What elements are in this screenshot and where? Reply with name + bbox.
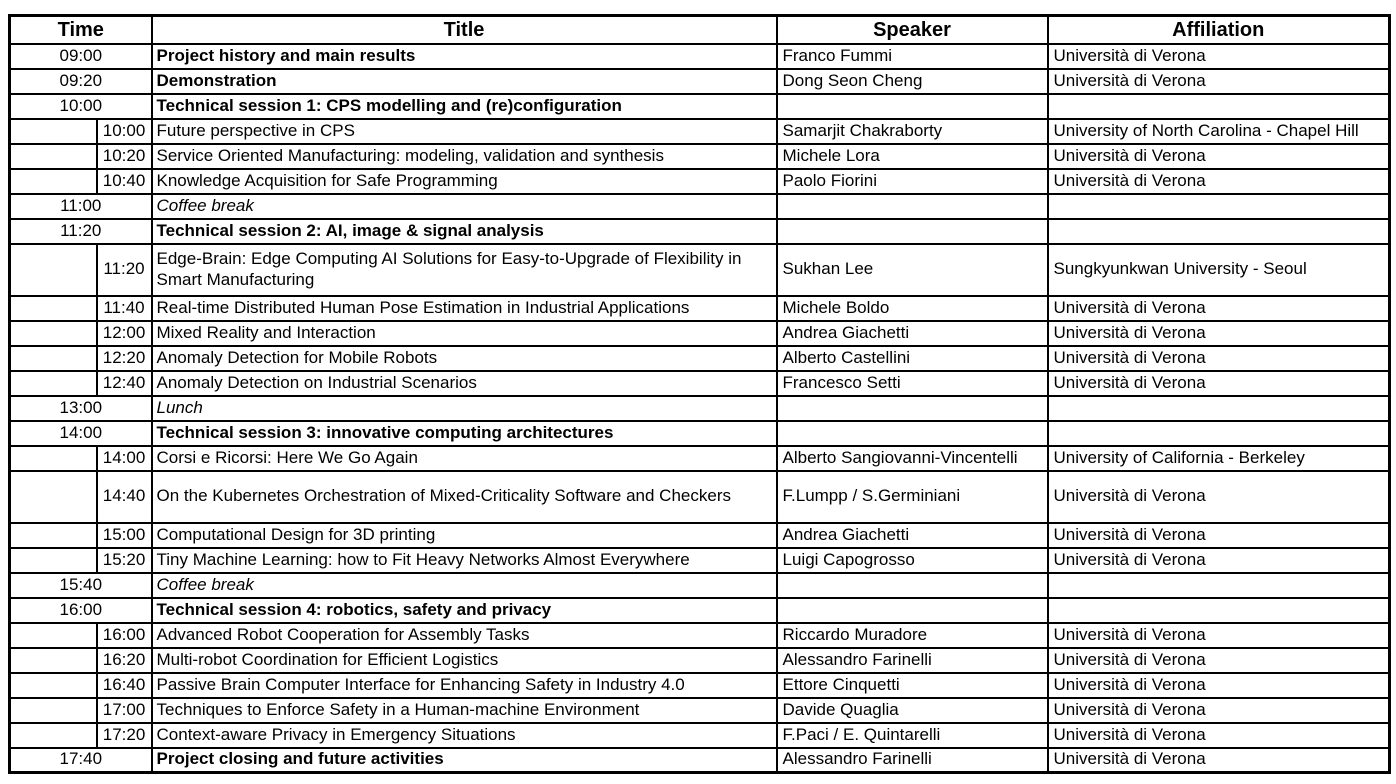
affiliation-cell bbox=[1048, 421, 1390, 446]
time-cell: 17:20 bbox=[97, 723, 152, 748]
table-row bbox=[10, 648, 1390, 673]
table-row bbox=[10, 723, 1390, 748]
title-cell: Demonstration bbox=[152, 69, 777, 94]
affiliation-cell: Università di Verona bbox=[1048, 723, 1390, 748]
table-row bbox=[10, 194, 1390, 219]
table-row bbox=[10, 471, 1390, 523]
table-row bbox=[10, 748, 1390, 773]
table-row bbox=[10, 169, 1390, 194]
time-cell: 16:20 bbox=[97, 648, 152, 673]
table-row bbox=[10, 673, 1390, 698]
speaker-cell: Alberto Castellini bbox=[777, 346, 1048, 371]
header-time: Time bbox=[10, 16, 152, 44]
speaker-cell: Alessandro Farinelli bbox=[777, 748, 1048, 773]
table-row bbox=[10, 346, 1390, 371]
time-cell: 10:20 bbox=[97, 144, 152, 169]
title-cell: Coffee break bbox=[152, 194, 777, 219]
time-cell: 17:00 bbox=[97, 698, 152, 723]
table-row bbox=[10, 446, 1390, 471]
speaker-cell: Alessandro Farinelli bbox=[777, 648, 1048, 673]
table-row bbox=[10, 44, 1390, 69]
time-cell: 15:00 bbox=[97, 523, 152, 548]
affiliation-cell: Università di Verona bbox=[1048, 371, 1390, 396]
table-row bbox=[10, 523, 1390, 548]
affiliation-cell: Università di Verona bbox=[1048, 648, 1390, 673]
title-cell: Technical session 2: AI, image & signal analysis bbox=[152, 219, 777, 244]
time-cell: 11:00 bbox=[10, 194, 152, 219]
time-spacer-cell bbox=[10, 321, 97, 346]
time-spacer-cell bbox=[10, 698, 97, 723]
time-cell: 14:00 bbox=[97, 446, 152, 471]
time-spacer-cell bbox=[10, 723, 97, 748]
title-cell: Technical session 3: innovative computing architectures bbox=[152, 421, 777, 446]
time-cell: 11:40 bbox=[97, 296, 152, 321]
affiliation-cell bbox=[1048, 219, 1390, 244]
title-cell: Project closing and future activities bbox=[152, 748, 777, 773]
time-cell: 10:00 bbox=[10, 94, 152, 119]
affiliation-cell: Università di Verona bbox=[1048, 673, 1390, 698]
affiliation-cell: Università di Verona bbox=[1048, 471, 1390, 523]
speaker-cell bbox=[777, 598, 1048, 623]
affiliation-cell: Università di Verona bbox=[1048, 548, 1390, 573]
header-row bbox=[10, 16, 1390, 44]
schedule-table bbox=[8, 14, 1391, 774]
time-cell: 12:00 bbox=[97, 321, 152, 346]
time-spacer-cell bbox=[10, 446, 97, 471]
title-cell: Anomaly Detection on Industrial Scenarios bbox=[152, 371, 777, 396]
table-row bbox=[10, 371, 1390, 396]
time-cell: 10:40 bbox=[97, 169, 152, 194]
time-spacer-cell bbox=[10, 144, 97, 169]
table-row bbox=[10, 396, 1390, 421]
table-row bbox=[10, 698, 1390, 723]
time-spacer-cell bbox=[10, 548, 97, 573]
affiliation-cell: Università di Verona bbox=[1048, 44, 1390, 69]
time-spacer-cell bbox=[10, 244, 97, 296]
table-row bbox=[10, 321, 1390, 346]
title-cell: Advanced Robot Cooperation for Assembly Tasks bbox=[152, 623, 777, 648]
time-spacer-cell bbox=[10, 623, 97, 648]
title-cell: Context-aware Privacy in Emergency Situations bbox=[152, 723, 777, 748]
title-cell: Edge-Brain: Edge Computing AI Solutions for Easy-to-Upgrade of Flexibility in Smart Manufacturing bbox=[152, 244, 777, 296]
table-row bbox=[10, 244, 1390, 296]
affiliation-cell: Università di Verona bbox=[1048, 346, 1390, 371]
title-cell: On the Kubernetes Orchestration of Mixed-Criticality Software and Checkers bbox=[152, 471, 777, 523]
speaker-cell: Paolo Fiorini bbox=[777, 169, 1048, 194]
affiliation-cell bbox=[1048, 396, 1390, 421]
title-cell: Mixed Reality and Interaction bbox=[152, 321, 777, 346]
table-row bbox=[10, 421, 1390, 446]
affiliation-cell: Università di Verona bbox=[1048, 69, 1390, 94]
table-row bbox=[10, 144, 1390, 169]
affiliation-cell bbox=[1048, 94, 1390, 119]
affiliation-cell: Sungkyunkwan University - Seoul bbox=[1048, 244, 1390, 296]
speaker-cell bbox=[777, 194, 1048, 219]
time-cell: 15:20 bbox=[97, 548, 152, 573]
speaker-cell: F.Lumpp / S.Germiniani bbox=[777, 471, 1048, 523]
time-cell: 12:40 bbox=[97, 371, 152, 396]
time-cell: 13:00 bbox=[10, 396, 152, 421]
time-cell: 15:40 bbox=[10, 573, 152, 598]
table-row bbox=[10, 94, 1390, 119]
time-cell: 14:00 bbox=[10, 421, 152, 446]
header-affiliation: Affiliation bbox=[1048, 16, 1390, 44]
affiliation-cell: Università di Verona bbox=[1048, 296, 1390, 321]
speaker-cell: Samarjit Chakraborty bbox=[777, 119, 1048, 144]
speaker-cell: Luigi Capogrosso bbox=[777, 548, 1048, 573]
affiliation-cell bbox=[1048, 194, 1390, 219]
table-row bbox=[10, 69, 1390, 94]
time-spacer-cell bbox=[10, 169, 97, 194]
title-cell: Project history and main results bbox=[152, 44, 777, 69]
header-speaker: Speaker bbox=[777, 16, 1048, 44]
time-cell: 16:00 bbox=[10, 598, 152, 623]
title-cell: Lunch bbox=[152, 396, 777, 421]
table-row bbox=[10, 598, 1390, 623]
speaker-cell: Alberto Sangiovanni-Vincentelli bbox=[777, 446, 1048, 471]
speaker-cell bbox=[777, 219, 1048, 244]
time-cell: 17:40 bbox=[10, 748, 152, 773]
time-spacer-cell bbox=[10, 119, 97, 144]
time-cell: 16:40 bbox=[97, 673, 152, 698]
time-cell: 16:00 bbox=[97, 623, 152, 648]
time-spacer-cell bbox=[10, 471, 97, 523]
table-row bbox=[10, 219, 1390, 244]
speaker-cell: Francesco Setti bbox=[777, 371, 1048, 396]
title-cell: Technical session 1: CPS modelling and (re)configuration bbox=[152, 94, 777, 119]
speaker-cell: Michele Boldo bbox=[777, 296, 1048, 321]
time-cell: 10:00 bbox=[97, 119, 152, 144]
time-spacer-cell bbox=[10, 648, 97, 673]
affiliation-cell: University of California - Berkeley bbox=[1048, 446, 1390, 471]
title-cell: Knowledge Acquisition for Safe Programming bbox=[152, 169, 777, 194]
speaker-cell: F.Paci / E. Quintarelli bbox=[777, 723, 1048, 748]
time-cell: 09:20 bbox=[10, 69, 152, 94]
title-cell: Computational Design for 3D printing bbox=[152, 523, 777, 548]
title-cell: Corsi e Ricorsi: Here We Go Again bbox=[152, 446, 777, 471]
affiliation-cell bbox=[1048, 573, 1390, 598]
title-cell: Passive Brain Computer Interface for Enhancing Safety in Industry 4.0 bbox=[152, 673, 777, 698]
time-cell: 11:20 bbox=[97, 244, 152, 296]
speaker-cell: Michele Lora bbox=[777, 144, 1048, 169]
title-cell: Multi-robot Coordination for Efficient Logistics bbox=[152, 648, 777, 673]
time-cell: 11:20 bbox=[10, 219, 152, 244]
speaker-cell: Andrea Giachetti bbox=[777, 523, 1048, 548]
speaker-cell: Riccardo Muradore bbox=[777, 623, 1048, 648]
affiliation-cell: Università di Verona bbox=[1048, 698, 1390, 723]
speaker-cell bbox=[777, 421, 1048, 446]
time-cell: 14:40 bbox=[97, 471, 152, 523]
time-cell: 12:20 bbox=[97, 346, 152, 371]
schedule-table-body bbox=[10, 44, 1390, 773]
table-row bbox=[10, 119, 1390, 144]
affiliation-cell: Università di Verona bbox=[1048, 623, 1390, 648]
affiliation-cell: Università di Verona bbox=[1048, 169, 1390, 194]
title-cell: Tiny Machine Learning: how to Fit Heavy Networks Almost Everywhere bbox=[152, 548, 777, 573]
title-cell: Service Oriented Manufacturing: modeling, validation and synthesis bbox=[152, 144, 777, 169]
affiliation-cell: University of North Carolina - Chapel Hill bbox=[1048, 119, 1390, 144]
affiliation-cell: Università di Verona bbox=[1048, 144, 1390, 169]
title-cell: Technical session 4: robotics, safety and privacy bbox=[152, 598, 777, 623]
table-row bbox=[10, 623, 1390, 648]
speaker-cell bbox=[777, 396, 1048, 421]
schedule-table-header bbox=[10, 16, 1390, 44]
speaker-cell bbox=[777, 94, 1048, 119]
time-spacer-cell bbox=[10, 296, 97, 321]
speaker-cell: Ettore Cinquetti bbox=[777, 673, 1048, 698]
speaker-cell: Sukhan Lee bbox=[777, 244, 1048, 296]
time-spacer-cell bbox=[10, 673, 97, 698]
time-spacer-cell bbox=[10, 523, 97, 548]
affiliation-cell: Università di Verona bbox=[1048, 321, 1390, 346]
time-spacer-cell bbox=[10, 346, 97, 371]
table-row bbox=[10, 548, 1390, 573]
speaker-cell: Franco Fummi bbox=[777, 44, 1048, 69]
title-cell: Real-time Distributed Human Pose Estimation in Industrial Applications bbox=[152, 296, 777, 321]
speaker-cell bbox=[777, 573, 1048, 598]
title-cell: Techniques to Enforce Safety in a Human-machine Environment bbox=[152, 698, 777, 723]
affiliation-cell: Università di Verona bbox=[1048, 748, 1390, 773]
title-cell: Anomaly Detection for Mobile Robots bbox=[152, 346, 777, 371]
title-cell: Coffee break bbox=[152, 573, 777, 598]
time-cell: 09:00 bbox=[10, 44, 152, 69]
speaker-cell: Dong Seon Cheng bbox=[777, 69, 1048, 94]
time-spacer-cell bbox=[10, 371, 97, 396]
speaker-cell: Andrea Giachetti bbox=[777, 321, 1048, 346]
affiliation-cell bbox=[1048, 598, 1390, 623]
header-title: Title bbox=[152, 16, 777, 44]
affiliation-cell: Università di Verona bbox=[1048, 523, 1390, 548]
table-row bbox=[10, 573, 1390, 598]
schedule-container bbox=[8, 14, 1391, 774]
speaker-cell: Davide Quaglia bbox=[777, 698, 1048, 723]
title-cell: Future perspective in CPS bbox=[152, 119, 777, 144]
table-row bbox=[10, 296, 1390, 321]
